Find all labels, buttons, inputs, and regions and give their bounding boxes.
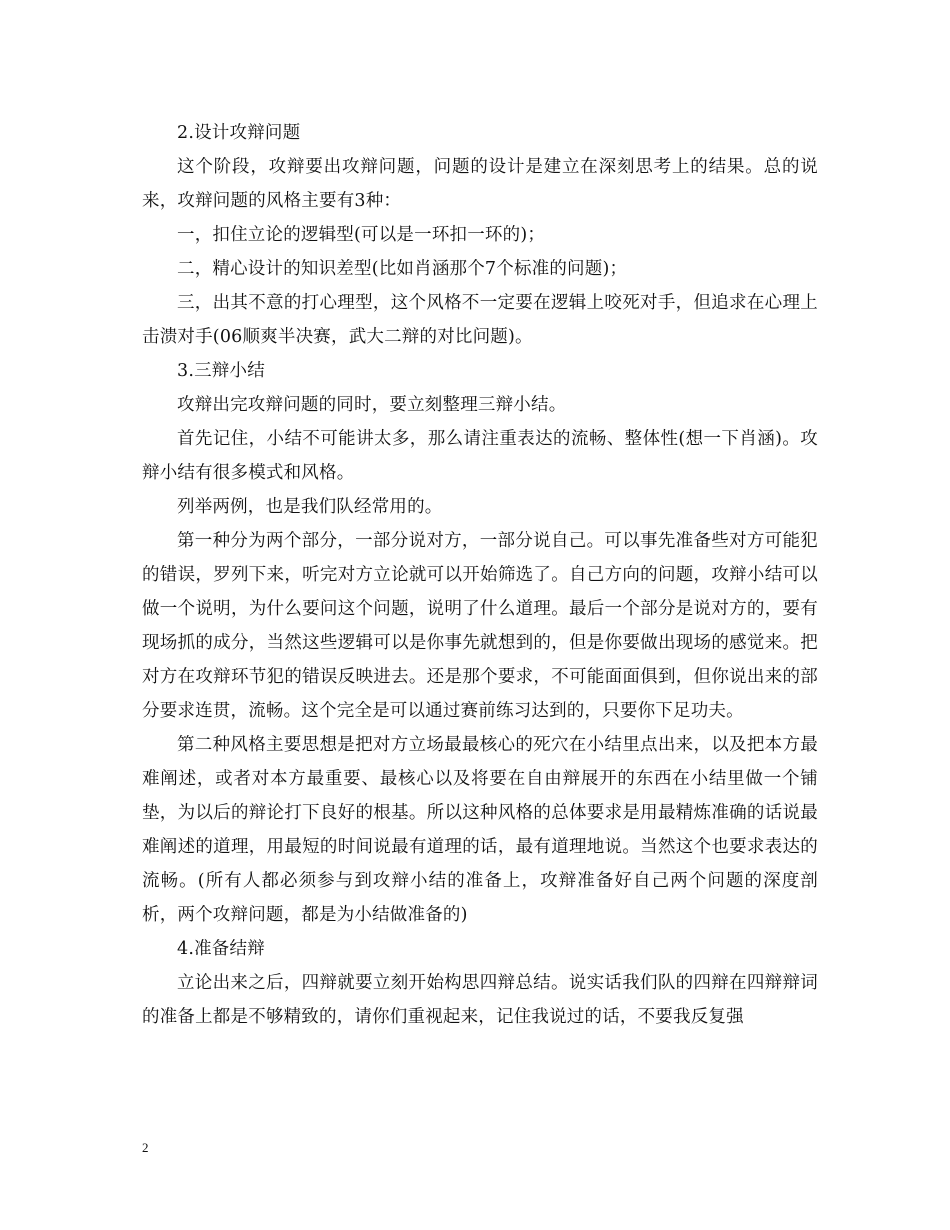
list-item: 一，扣住立论的逻辑型(可以是一环扣一环的)； <box>177 225 546 245</box>
paragraph: 这个阶段，攻辩要出攻辩问题，问题的设计是建立在深刻思考上的结果。总的说来，攻辩问题的风格主要有3种： <box>142 157 818 211</box>
page-number: 2 <box>142 1140 149 1155</box>
section-heading-attack-questions: 2.设计攻辩问题 <box>177 123 301 143</box>
paragraph: 立论出来之后，四辩就要立刻开始构思四辩总结。说实话我们队的四辩在四辩辩词的准备上都是不够精致的，请你们重视起来，记住我说过的话，不要我反复强 <box>142 973 818 1027</box>
list-item: 二，精心设计的知识差型(比如肖涵那个7个标准的问题)； <box>177 259 628 279</box>
paragraph: 攻辩出完攻辩问题的同时，要立刻整理三辩小结。 <box>177 395 567 415</box>
paragraph: 第一种分为两个部分，一部分说对方，一部分说自己。可以事先准备些对方可能犯的错误，罗列下来，听完对方立论就可以开始筛选了。自己方向的问题，攻辩小结可以做一个说明，为什么要问这个问题，说明了什么道理。最后一个部分是说对方的，要有现场抓的成分，当然这些逻辑可以是你事先就想到的，但是你要做出现场的感觉来。把对方在攻辩环节犯的错误反映进去。还是那个要求，不可能面面俱到，但你说出来的部分要求连贯，流畅。这个完全是可以通过赛前练习达到的，只要你下足功夫。 <box>142 531 818 721</box>
paragraph: 第二种风格主要思想是把对方立场最最核心的死穴在小结里点出来，以及把本方最难阐述，或者对本方最重要、最核心以及将要在自由辩展开的东西在小结里做一个铺垫，为以后的辩论打下良好的根基。所以这种风格的总体要求是用最精炼准确的话说最难阐述的道理，用最短的时间说最有道理的话，最有道理地说。当然这个也要求表达的流畅。(所有人都必须参与到攻辩小结的准备上，攻辩准备好自己两个问题的深度剖析，两个攻辩问题，都是为小结做准备的) <box>142 735 818 925</box>
document-body <box>142 116 818 1034</box>
paragraph: 首先记住，小结不可能讲太多，那么请注重表达的流畅、整体性(想一下肖涵)。攻辩小结有很多模式和风格。 <box>142 429 818 483</box>
list-item: 三，出其不意的打心理型，这个风格不一定要在逻辑上咬死对手，但追求在心理上击溃对手(06顺爽半决赛，武大二辩的对比问题)。 <box>142 293 818 347</box>
section-heading-third-debater-summary: 3.三辩小结 <box>177 361 265 381</box>
section-heading-closing-statement: 4.准备结辩 <box>177 939 265 959</box>
paragraph: 列举两例，也是我们队经常用的。 <box>177 497 443 517</box>
